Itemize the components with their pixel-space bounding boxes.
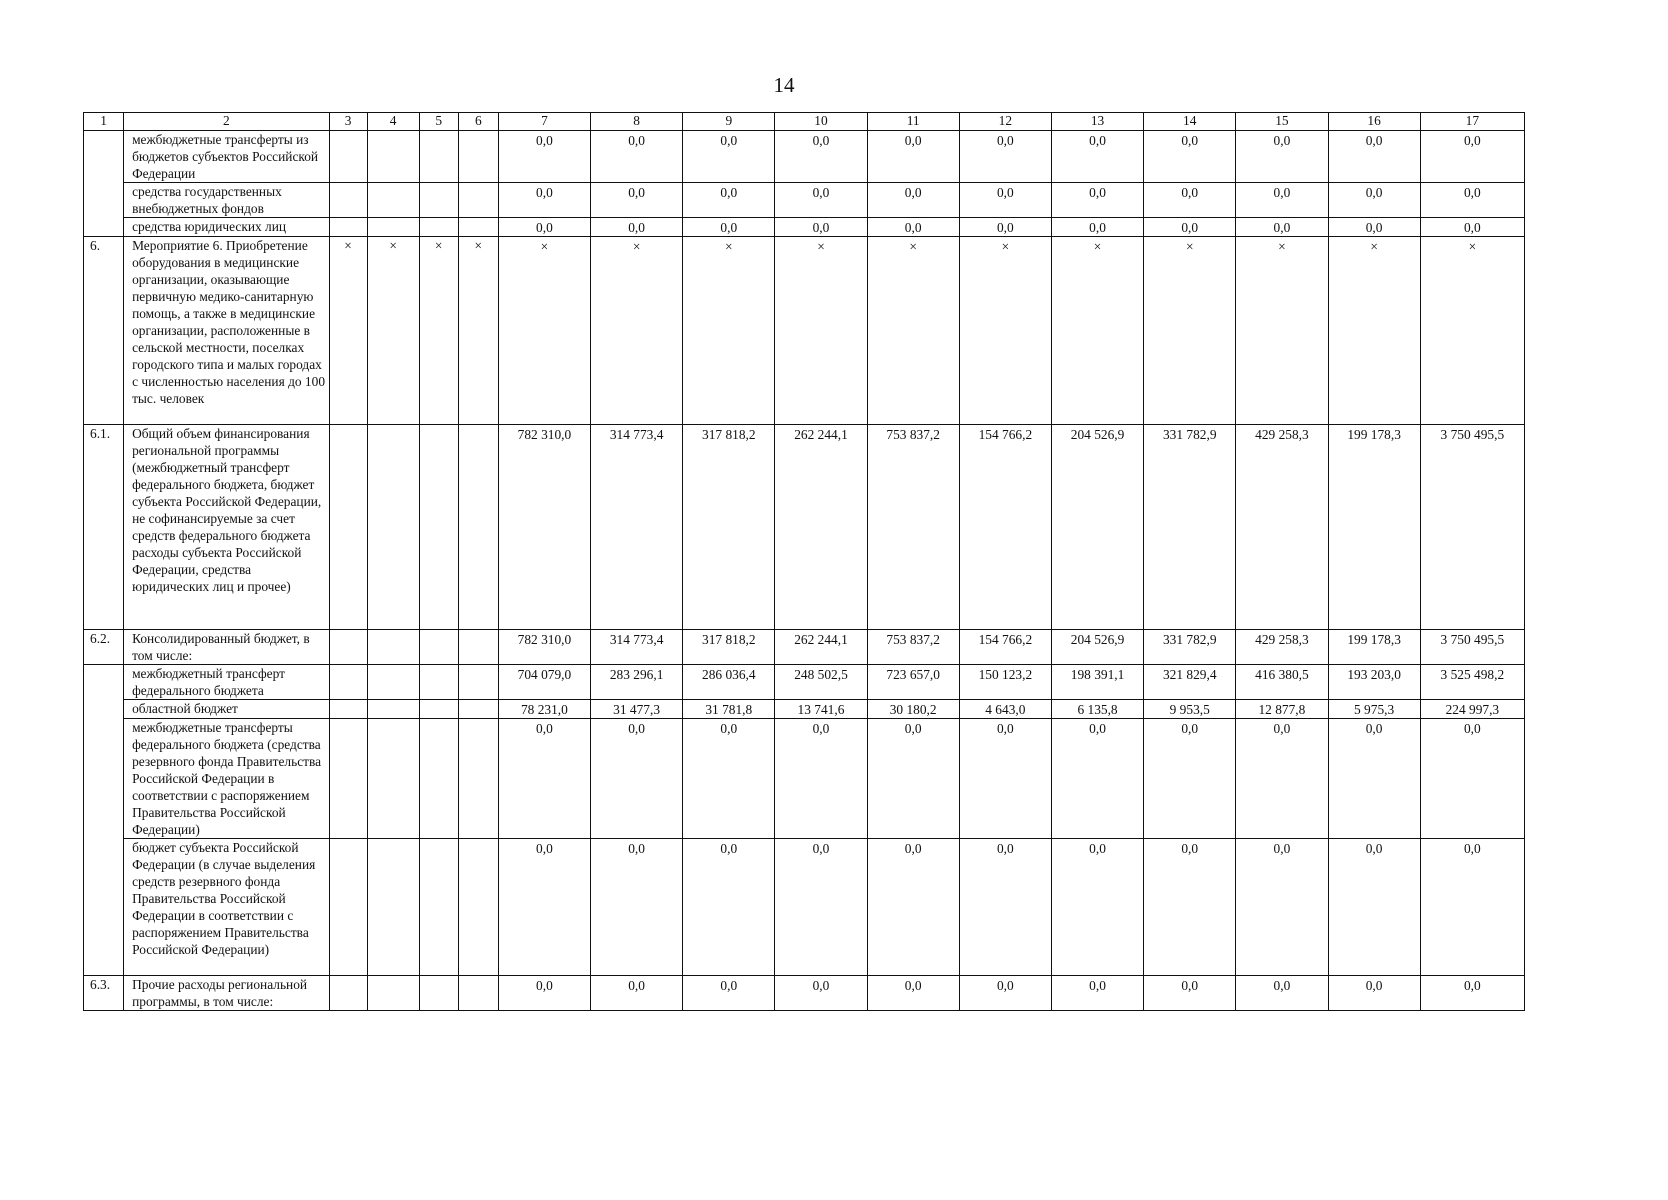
amount-cell: × (1051, 237, 1143, 425)
column-3-value: × (329, 237, 367, 425)
amount-cell: 0,0 (959, 218, 1051, 237)
amount-cell: 262 244,1 (775, 630, 867, 665)
amount-cell: 0,0 (1328, 839, 1420, 976)
table-row (84, 218, 1525, 237)
column-5-value (419, 425, 458, 630)
table-row (84, 183, 1525, 218)
row-number: 6.3. (84, 976, 124, 1011)
amount-cell: 31 477,3 (591, 700, 683, 719)
amount-cell: 723 657,0 (867, 665, 959, 700)
amount-cell: 9 953,5 (1144, 700, 1236, 719)
row-description: Прочие расходы региональной программы, в том числе: (124, 976, 329, 1011)
row-description: Мероприятие 6. Приобретение оборудования в медицинские организации, оказывающие первичную медико-санитарную помощь, а также в медицинские организации, расположенные в сельской местности, поселках городского типа и малых городах с численностью населения до 100 тыс. человек (124, 237, 329, 425)
amount-cell: 0,0 (591, 183, 683, 218)
column-number-header: 3 (329, 113, 367, 131)
amount-cell: 0,0 (498, 839, 590, 976)
amount-cell: 314 773,4 (591, 630, 683, 665)
amount-cell: 0,0 (959, 183, 1051, 218)
amount-cell: 0,0 (591, 218, 683, 237)
table-row (84, 839, 1525, 976)
amount-cell: 0,0 (775, 183, 867, 218)
amount-cell: 429 258,3 (1236, 630, 1328, 665)
table-row (84, 719, 1525, 839)
amount-cell: 0,0 (1420, 719, 1524, 839)
amount-cell: 0,0 (591, 976, 683, 1011)
column-6-value (458, 665, 498, 700)
column-5-value (419, 131, 458, 183)
amount-cell: 248 502,5 (775, 665, 867, 700)
column-3-value (329, 131, 367, 183)
amount-cell: 3 750 495,5 (1420, 425, 1524, 630)
row-description: межбюджетный трансферт федерального бюджета (124, 665, 329, 700)
amount-cell: 0,0 (1236, 131, 1328, 183)
amount-cell: 753 837,2 (867, 425, 959, 630)
amount-cell: 0,0 (498, 218, 590, 237)
amount-cell: 0,0 (775, 976, 867, 1011)
column-4-value (367, 700, 419, 719)
column-number-header: 6 (458, 113, 498, 131)
row-number: 6.1. (84, 425, 124, 630)
column-5-value (419, 839, 458, 976)
amount-cell: 0,0 (1051, 719, 1143, 839)
table-row (84, 976, 1525, 1011)
amount-cell: 30 180,2 (867, 700, 959, 719)
amount-cell: × (591, 237, 683, 425)
amount-cell: 782 310,0 (498, 425, 590, 630)
column-3-value (329, 976, 367, 1011)
column-4-value (367, 839, 419, 976)
amount-cell: 0,0 (959, 131, 1051, 183)
amount-cell: 204 526,9 (1051, 425, 1143, 630)
amount-cell: × (959, 237, 1051, 425)
amount-cell: 199 178,3 (1328, 425, 1420, 630)
amount-cell: 0,0 (1328, 218, 1420, 237)
column-5-value (419, 183, 458, 218)
amount-cell: 0,0 (498, 976, 590, 1011)
amount-cell: 704 079,0 (498, 665, 590, 700)
amount-cell: × (1144, 237, 1236, 425)
amount-cell: 0,0 (1236, 839, 1328, 976)
column-number-header: 17 (1420, 113, 1524, 131)
amount-cell: 0,0 (867, 131, 959, 183)
amount-cell: 0,0 (1328, 976, 1420, 1011)
financing-table (83, 112, 1525, 1011)
column-5-value (419, 665, 458, 700)
amount-cell: 224 997,3 (1420, 700, 1524, 719)
amount-cell: 0,0 (1236, 719, 1328, 839)
amount-cell: 331 782,9 (1144, 630, 1236, 665)
amount-cell: 317 818,2 (683, 630, 775, 665)
amount-cell: 0,0 (1051, 976, 1143, 1011)
column-6-value (458, 719, 498, 839)
amount-cell: 198 391,1 (1051, 665, 1143, 700)
column-4-value (367, 976, 419, 1011)
table-row (84, 237, 1525, 425)
amount-cell: 0,0 (867, 976, 959, 1011)
column-6-value (458, 218, 498, 237)
column-3-value (329, 218, 367, 237)
amount-cell: 0,0 (1420, 131, 1524, 183)
amount-cell: 6 135,8 (1051, 700, 1143, 719)
row-number (84, 839, 124, 976)
amount-cell: × (775, 237, 867, 425)
column-5-value (419, 218, 458, 237)
amount-cell: 331 782,9 (1144, 425, 1236, 630)
amount-cell: 78 231,0 (498, 700, 590, 719)
column-number-header: 13 (1051, 113, 1143, 131)
column-4-value (367, 425, 419, 630)
amount-cell: 3 525 498,2 (1420, 665, 1524, 700)
amount-cell: 0,0 (1236, 183, 1328, 218)
amount-cell: 0,0 (498, 183, 590, 218)
page-number: 14 (773, 73, 795, 97)
row-description: Консолидированный бюджет, в том числе: (124, 630, 329, 665)
amount-cell: 0,0 (1328, 183, 1420, 218)
column-5-value (419, 976, 458, 1011)
column-number-header: 9 (683, 113, 775, 131)
row-number (84, 183, 124, 218)
column-number-header: 4 (367, 113, 419, 131)
amount-cell: 0,0 (1144, 719, 1236, 839)
amount-cell: 0,0 (1236, 218, 1328, 237)
table-row (84, 425, 1525, 630)
amount-cell: 317 818,2 (683, 425, 775, 630)
amount-cell: 0,0 (1420, 183, 1524, 218)
amount-cell: 0,0 (591, 719, 683, 839)
amount-cell: × (867, 237, 959, 425)
column-number-header: 8 (591, 113, 683, 131)
amount-cell: 0,0 (1051, 839, 1143, 976)
amount-cell: 193 203,0 (1328, 665, 1420, 700)
amount-cell: 0,0 (1051, 218, 1143, 237)
column-6-value (458, 839, 498, 976)
amount-cell: 0,0 (683, 976, 775, 1011)
column-4-value (367, 183, 419, 218)
column-number-header: 15 (1236, 113, 1328, 131)
column-3-value (329, 839, 367, 976)
amount-cell: 5 975,3 (1328, 700, 1420, 719)
column-4-value (367, 218, 419, 237)
amount-cell: 4 643,0 (959, 700, 1051, 719)
column-number-header: 10 (775, 113, 867, 131)
column-6-value: × (458, 237, 498, 425)
amount-cell: 0,0 (683, 719, 775, 839)
amount-cell: 0,0 (1420, 218, 1524, 237)
amount-cell: 199 178,3 (1328, 630, 1420, 665)
amount-cell: 0,0 (1328, 719, 1420, 839)
column-4-value (367, 719, 419, 839)
row-description: средства юридических лиц (124, 218, 329, 237)
amount-cell: 0,0 (1144, 183, 1236, 218)
row-number: 6.2. (84, 630, 124, 665)
column-number-header: 5 (419, 113, 458, 131)
column-4-value (367, 131, 419, 183)
column-number-header: 12 (959, 113, 1051, 131)
column-5-value (419, 630, 458, 665)
amount-cell: 0,0 (1144, 218, 1236, 237)
amount-cell: 0,0 (1236, 976, 1328, 1011)
amount-cell: 0,0 (775, 839, 867, 976)
column-number-header: 2 (124, 113, 329, 131)
row-number (84, 218, 124, 237)
amount-cell: 3 750 495,5 (1420, 630, 1524, 665)
amount-cell: 0,0 (1420, 839, 1524, 976)
amount-cell: 0,0 (498, 131, 590, 183)
column-number-header: 11 (867, 113, 959, 131)
amount-cell: 429 258,3 (1236, 425, 1328, 630)
amount-cell: 0,0 (683, 218, 775, 237)
amount-cell: 0,0 (959, 839, 1051, 976)
column-6-value (458, 183, 498, 218)
amount-cell: 0,0 (959, 976, 1051, 1011)
amount-cell: × (1328, 237, 1420, 425)
table-row (84, 131, 1525, 183)
column-number-header: 16 (1328, 113, 1420, 131)
row-description: Общий объем финансирования региональной программы (межбюджетный трансферт федерального бюджета, бюджет субъекта Российской Федерации, не софинансируемые за счет средств федерального бюджета расходы субъекта Российской Федерации, средства юридических лиц и прочее) (124, 425, 329, 630)
column-3-value (329, 700, 367, 719)
column-6-value (458, 131, 498, 183)
amount-cell: 0,0 (498, 719, 590, 839)
amount-cell: 314 773,4 (591, 425, 683, 630)
amount-cell: 150 123,2 (959, 665, 1051, 700)
amount-cell: 0,0 (1051, 183, 1143, 218)
row-description: средства государственных внебюджетных фондов (124, 183, 329, 218)
amount-cell: 753 837,2 (867, 630, 959, 665)
table-row (84, 665, 1525, 700)
amount-cell: 0,0 (867, 218, 959, 237)
column-4-value (367, 665, 419, 700)
amount-cell: 0,0 (591, 131, 683, 183)
column-3-value (329, 719, 367, 839)
row-description: межбюджетные трансферты из бюджетов субъектов Российской Федерации (124, 131, 329, 183)
amount-cell: 12 877,8 (1236, 700, 1328, 719)
column-6-value (458, 630, 498, 665)
column-3-value (329, 630, 367, 665)
amount-cell: 262 244,1 (775, 425, 867, 630)
amount-cell: 31 781,8 (683, 700, 775, 719)
amount-cell: 286 036,4 (683, 665, 775, 700)
amount-cell: × (683, 237, 775, 425)
amount-cell: 0,0 (867, 839, 959, 976)
amount-cell: × (1236, 237, 1328, 425)
row-number (84, 719, 124, 839)
column-4-value (367, 630, 419, 665)
column-3-value (329, 425, 367, 630)
column-number-header: 7 (498, 113, 590, 131)
amount-cell: 321 829,4 (1144, 665, 1236, 700)
amount-cell: 0,0 (775, 131, 867, 183)
amount-cell: 0,0 (683, 131, 775, 183)
column-4-value: × (367, 237, 419, 425)
column-3-value (329, 665, 367, 700)
amount-cell: 13 741,6 (775, 700, 867, 719)
amount-cell: 0,0 (1328, 131, 1420, 183)
amount-cell: 154 766,2 (959, 425, 1051, 630)
amount-cell: 0,0 (867, 183, 959, 218)
amount-cell: 0,0 (1144, 131, 1236, 183)
column-5-value (419, 700, 458, 719)
amount-cell: × (498, 237, 590, 425)
amount-cell: 283 296,1 (591, 665, 683, 700)
amount-cell: × (1420, 237, 1524, 425)
column-number-row (84, 113, 1525, 131)
column-6-value (458, 700, 498, 719)
amount-cell: 0,0 (1420, 976, 1524, 1011)
amount-cell: 0,0 (1144, 839, 1236, 976)
amount-cell: 154 766,2 (959, 630, 1051, 665)
column-number-header: 1 (84, 113, 124, 131)
amount-cell: 0,0 (867, 719, 959, 839)
column-number-header: 14 (1144, 113, 1236, 131)
column-6-value (458, 425, 498, 630)
amount-cell: 782 310,0 (498, 630, 590, 665)
column-3-value (329, 183, 367, 218)
row-number (84, 665, 124, 700)
amount-cell: 0,0 (775, 218, 867, 237)
amount-cell: 0,0 (959, 719, 1051, 839)
table-row (84, 630, 1525, 665)
amount-cell: 0,0 (591, 839, 683, 976)
amount-cell: 0,0 (1051, 131, 1143, 183)
amount-cell: 0,0 (1144, 976, 1236, 1011)
row-description: бюджет субъекта Российской Федерации (в случае выделения средств резервного фонда Правительства Российской Федерации в соответствии с распоряжением Правительства Российской Федерации) (124, 839, 329, 976)
column-6-value (458, 976, 498, 1011)
row-number: 6. (84, 237, 124, 425)
amount-cell: 0,0 (683, 183, 775, 218)
amount-cell: 0,0 (683, 839, 775, 976)
row-description: межбюджетные трансферты федерального бюджета (средства резервного фонда Правительства Российской Федерации в соответствии с распоряжением Правительства Российской Федерации) (124, 719, 329, 839)
amount-cell: 416 380,5 (1236, 665, 1328, 700)
row-description: областной бюджет (124, 700, 329, 719)
amount-cell: 0,0 (775, 719, 867, 839)
amount-cell: 204 526,9 (1051, 630, 1143, 665)
column-5-value (419, 719, 458, 839)
row-number (84, 131, 124, 183)
column-5-value: × (419, 237, 458, 425)
table-row (84, 700, 1525, 719)
row-number (84, 700, 124, 719)
